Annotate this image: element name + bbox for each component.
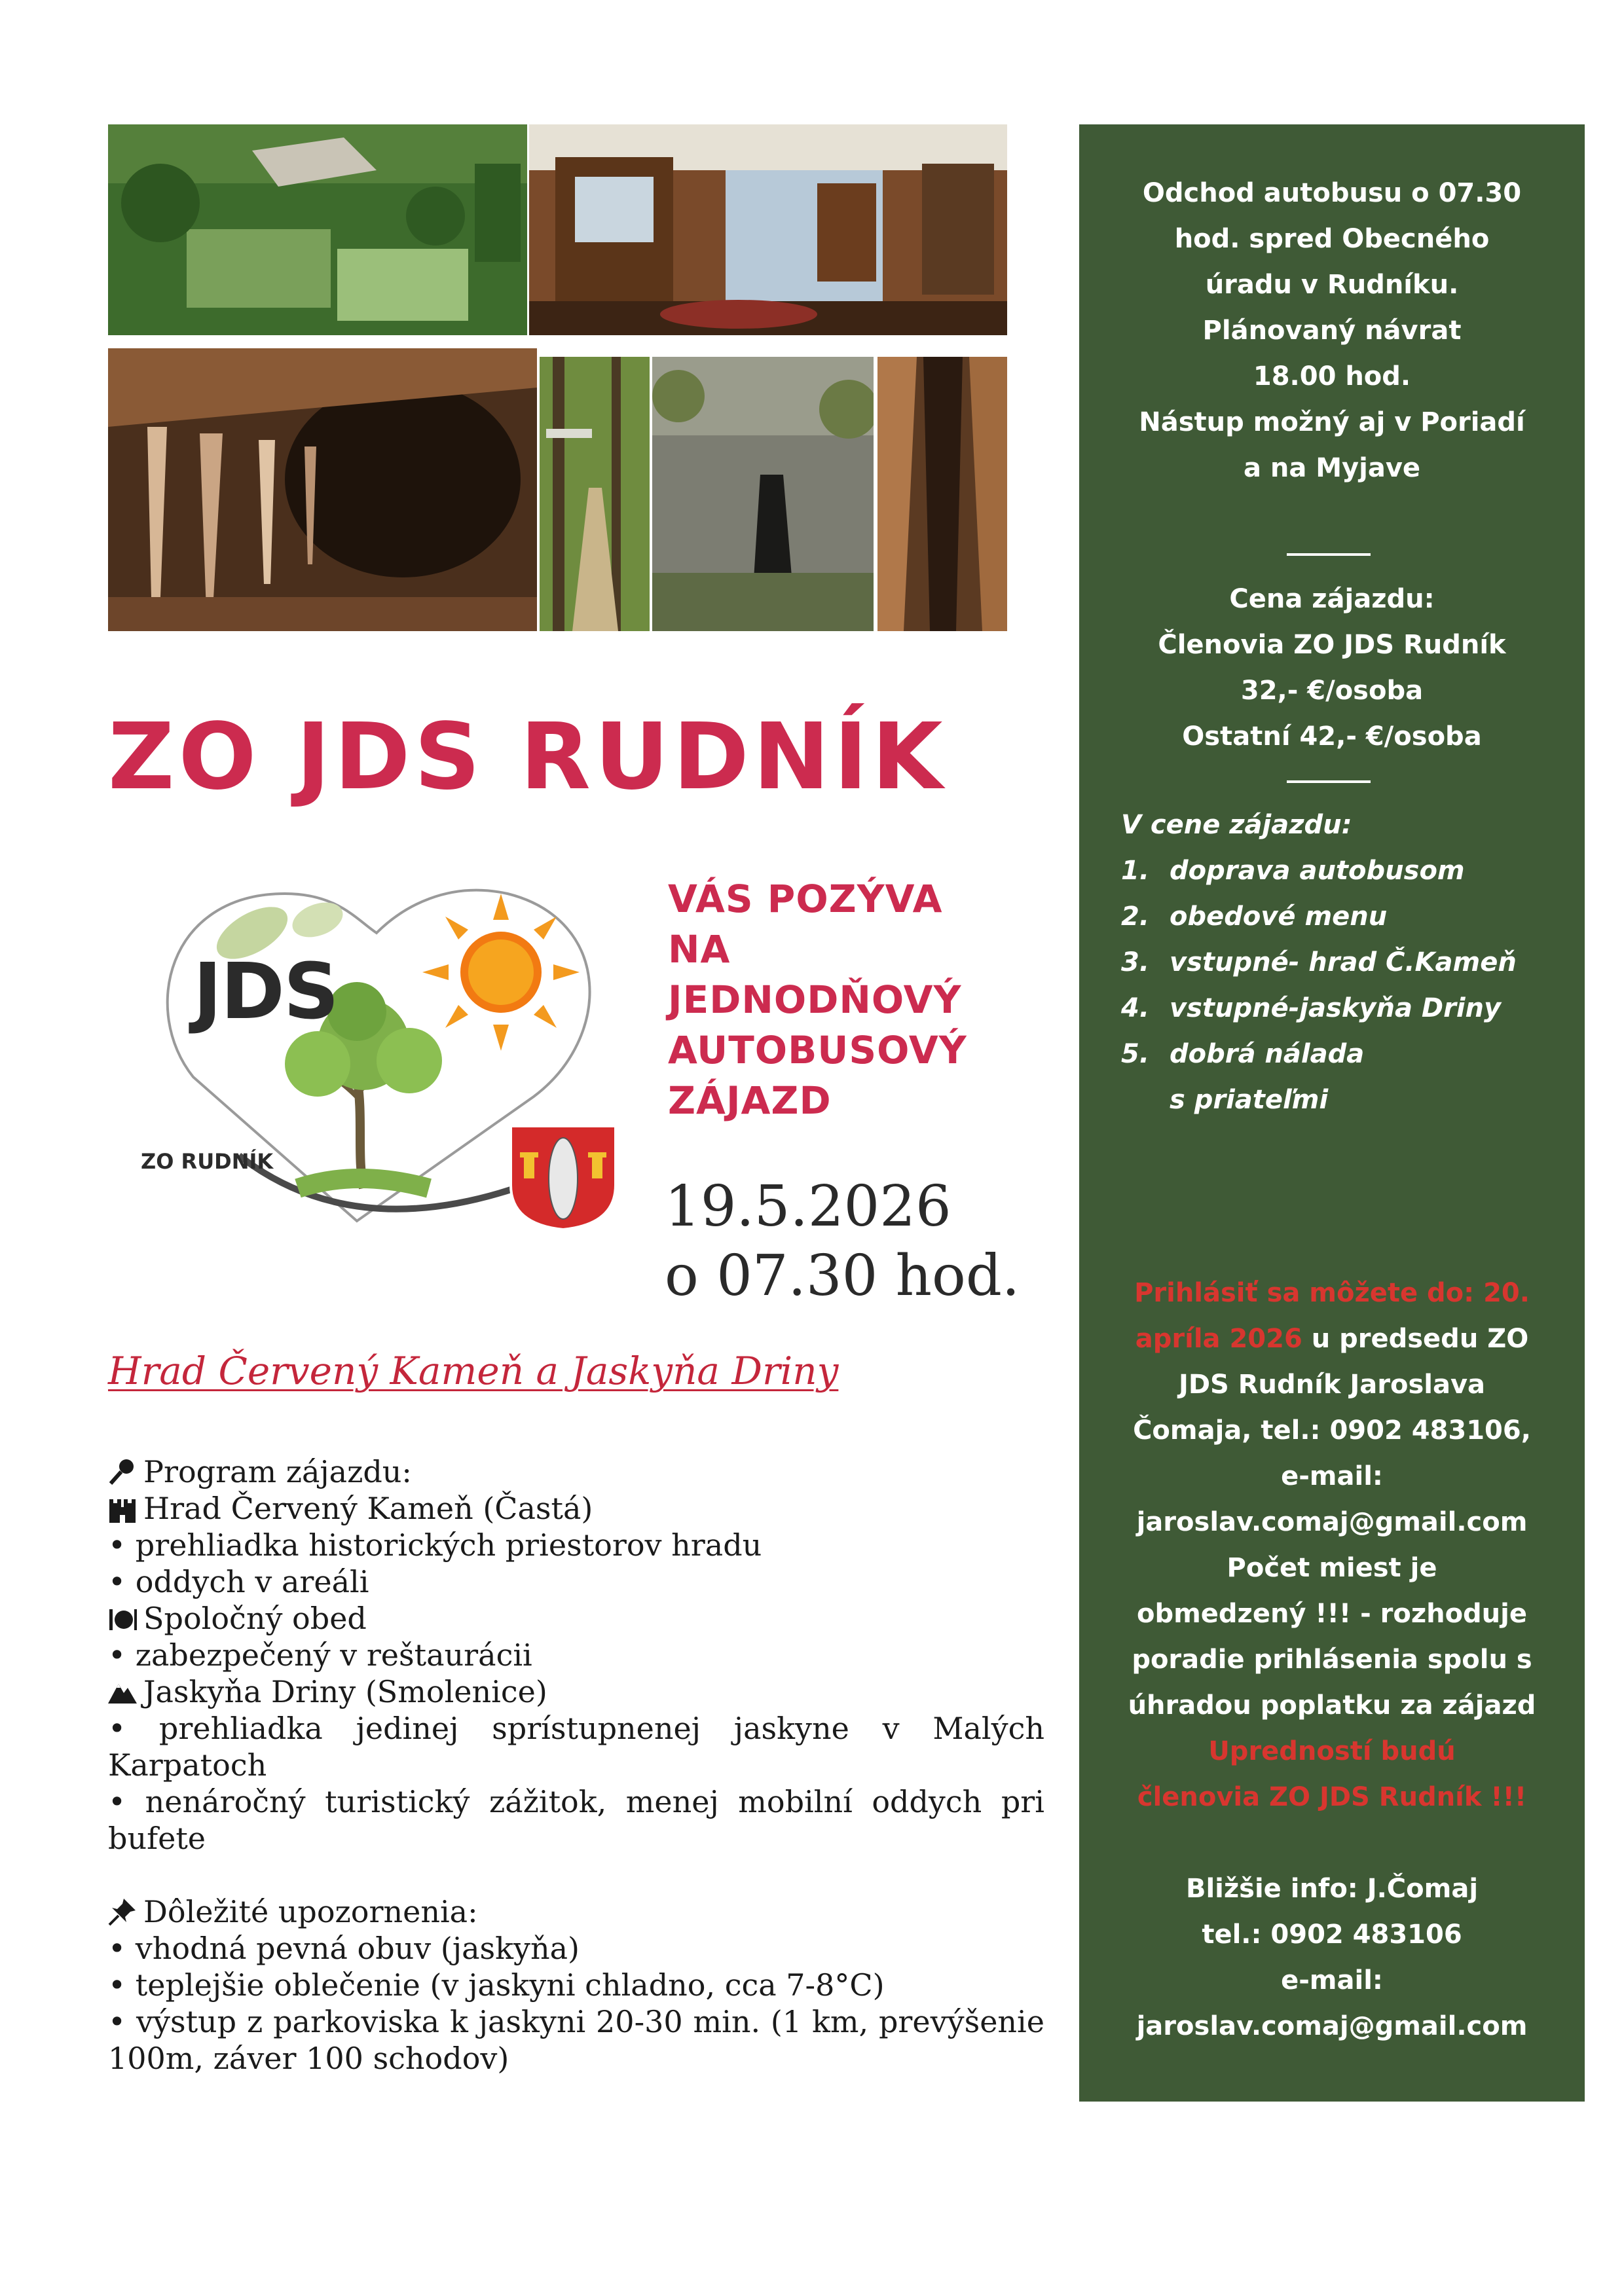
- departure-line: Odchod autobusu o 07.30: [1142, 178, 1522, 208]
- program-section: [108, 1453, 1044, 2077]
- castle-icon: [108, 1494, 137, 1523]
- price-line: Ostatní 42,- €/osoba: [1182, 721, 1482, 752]
- invite-line: NA: [668, 927, 731, 972]
- signup-info: [1079, 1270, 1585, 1820]
- included-list: [1121, 802, 1517, 1123]
- departure-info: [1079, 170, 1585, 491]
- cave-label: Jaskyňa Driny (Smolenice): [143, 1674, 547, 1709]
- photo-cave-corridor: [877, 357, 1007, 631]
- contact-phone: tel.: 0902 483106: [1202, 1920, 1462, 1950]
- photo-cave-entrance: [652, 357, 874, 631]
- included-item: s priateľmi: [1170, 1085, 1329, 1115]
- lunch-item: • zabezpečený v reštaurácii: [108, 1637, 532, 1673]
- signup-line-1: [1079, 1270, 1585, 1316]
- signup-line: Čomaja, tel.: 0902 483106,: [1133, 1415, 1531, 1446]
- program-heading: Program zájazdu:: [143, 1454, 412, 1489]
- trip-subtitle: Hrad Červený Kameň a Jaskyňa Driny: [108, 1349, 839, 1393]
- signup-line: úhradou poplatku za zájazd: [1128, 1690, 1536, 1721]
- signup-line: e-mail:: [1281, 1461, 1383, 1491]
- departure-line: Plánovaný návrat: [1202, 316, 1462, 346]
- included-item: 5. dobrá nálada: [1121, 1039, 1365, 1069]
- event-date: 19.5.2026: [665, 1174, 951, 1239]
- contact-line: Bližšie info: J.Čomaj: [1185, 1874, 1479, 1904]
- signup-deadline-date: apríla 2026: [1135, 1324, 1302, 1354]
- invite-line: JEDNODŇOVÝ: [668, 977, 962, 1022]
- included-item: 2. obedové menu: [1121, 902, 1388, 932]
- castle-item: • oddych v areáli: [108, 1564, 369, 1599]
- logo-letters: JDS: [193, 946, 338, 1036]
- note-item: • vhodná pevná obuv (jaskyňa): [108, 1931, 580, 1966]
- invitation-text: [668, 874, 967, 1126]
- contact-line: e-mail:: [1281, 1965, 1383, 1995]
- signup-line-2: [1079, 1316, 1585, 1362]
- photo-castle-interior: [529, 124, 1007, 335]
- panel-divider: [1287, 780, 1371, 783]
- contact-info: [1079, 1866, 1585, 2049]
- logo-caption: ZO RUDNÍK: [141, 1149, 274, 1174]
- included-item: 1. doprava autobusom: [1121, 856, 1465, 886]
- signup-line: poradie prihlásenia spolu s: [1132, 1645, 1532, 1675]
- magnifier-icon: [108, 1457, 137, 1486]
- photo-forest-path: [540, 357, 650, 631]
- departure-line: a na Myjave: [1243, 453, 1421, 483]
- page-title: ZO JDS RUDNÍK: [108, 704, 947, 811]
- castle-item: • prehliadka historických priestorov hradu: [108, 1527, 762, 1563]
- dining-icon: [108, 1604, 137, 1633]
- priority-line: členovia ZO JDS Rudník !!!: [1137, 1782, 1527, 1812]
- pushpin-icon: [108, 1897, 137, 1926]
- invite-line: ZÁJAZD: [668, 1078, 832, 1123]
- signup-line: Počet miest je: [1227, 1553, 1437, 1583]
- departure-line: 18.00 hod.: [1253, 361, 1411, 392]
- included-heading: V cene zájazdu:: [1121, 810, 1352, 840]
- note-item: • teplejšie oblečenie (v jaskyni chladno, cca 7-8°C): [108, 1967, 885, 2003]
- photo-cave-stalactites: [108, 348, 537, 631]
- cave-item: • prehliadka jedinej sprístupnenej jaskyne v Malých Karpatoch: [108, 1711, 1044, 1783]
- priority-line: Upredností budú: [1208, 1736, 1456, 1766]
- note-item: • výstup z parkoviska k jaskyni 20-30 min. (1 km, prevýšenie 100m, záver 100 schodov): [108, 2004, 1044, 2076]
- price-line: 32,- €/osoba: [1240, 676, 1424, 706]
- price-line: Cena zájazdu:: [1229, 584, 1435, 614]
- contact-email[interactable]: jaroslav.comaj@gmail.com: [1136, 2011, 1528, 2041]
- signup-contact: u predsedu ZO: [1302, 1324, 1529, 1354]
- lunch-label: Spoločný obed: [143, 1601, 367, 1636]
- notes-heading: Dôležité upozornenia:: [143, 1894, 478, 1929]
- castle-label: Hrad Červený Kameň (Častá): [143, 1491, 593, 1526]
- price-info: [1079, 576, 1585, 759]
- mountain-icon: [108, 1677, 137, 1706]
- departure-line: Nástup možný aj v Poriadí: [1139, 407, 1525, 437]
- invite-line: VÁS POZÝVA: [668, 877, 943, 921]
- cave-item: • nenáročný turistický zážitok, menej mobilní oddych pri bufete: [108, 1784, 1044, 1856]
- price-line: Členovia ZO JDS Rudník: [1158, 630, 1506, 660]
- signup-line: JDS Rudník Jaroslava: [1178, 1370, 1486, 1400]
- coat-of-arms: [504, 1120, 622, 1231]
- invite-line: AUTOBUSOVÝ: [668, 1028, 967, 1072]
- photo-castle-aerial: [108, 124, 527, 335]
- included-item: 4. vstupné-jaskyňa Driny: [1121, 993, 1502, 1023]
- included-item: 3. vstupné- hrad Č.Kameň: [1121, 947, 1517, 977]
- signup-deadline: Prihlásiť sa môžete do: 20.: [1134, 1278, 1530, 1308]
- signup-line: obmedzený !!! - rozhoduje: [1136, 1599, 1527, 1629]
- departure-line: hod. spred Obecného: [1174, 224, 1490, 254]
- event-time: o 07.30 hod.: [665, 1243, 1020, 1309]
- panel-divider: [1287, 553, 1371, 556]
- departure-line: úradu v Rudníku.: [1205, 270, 1459, 300]
- event-date-time: [665, 1172, 1020, 1311]
- signup-email[interactable]: jaroslav.comaj@gmail.com: [1136, 1507, 1528, 1537]
